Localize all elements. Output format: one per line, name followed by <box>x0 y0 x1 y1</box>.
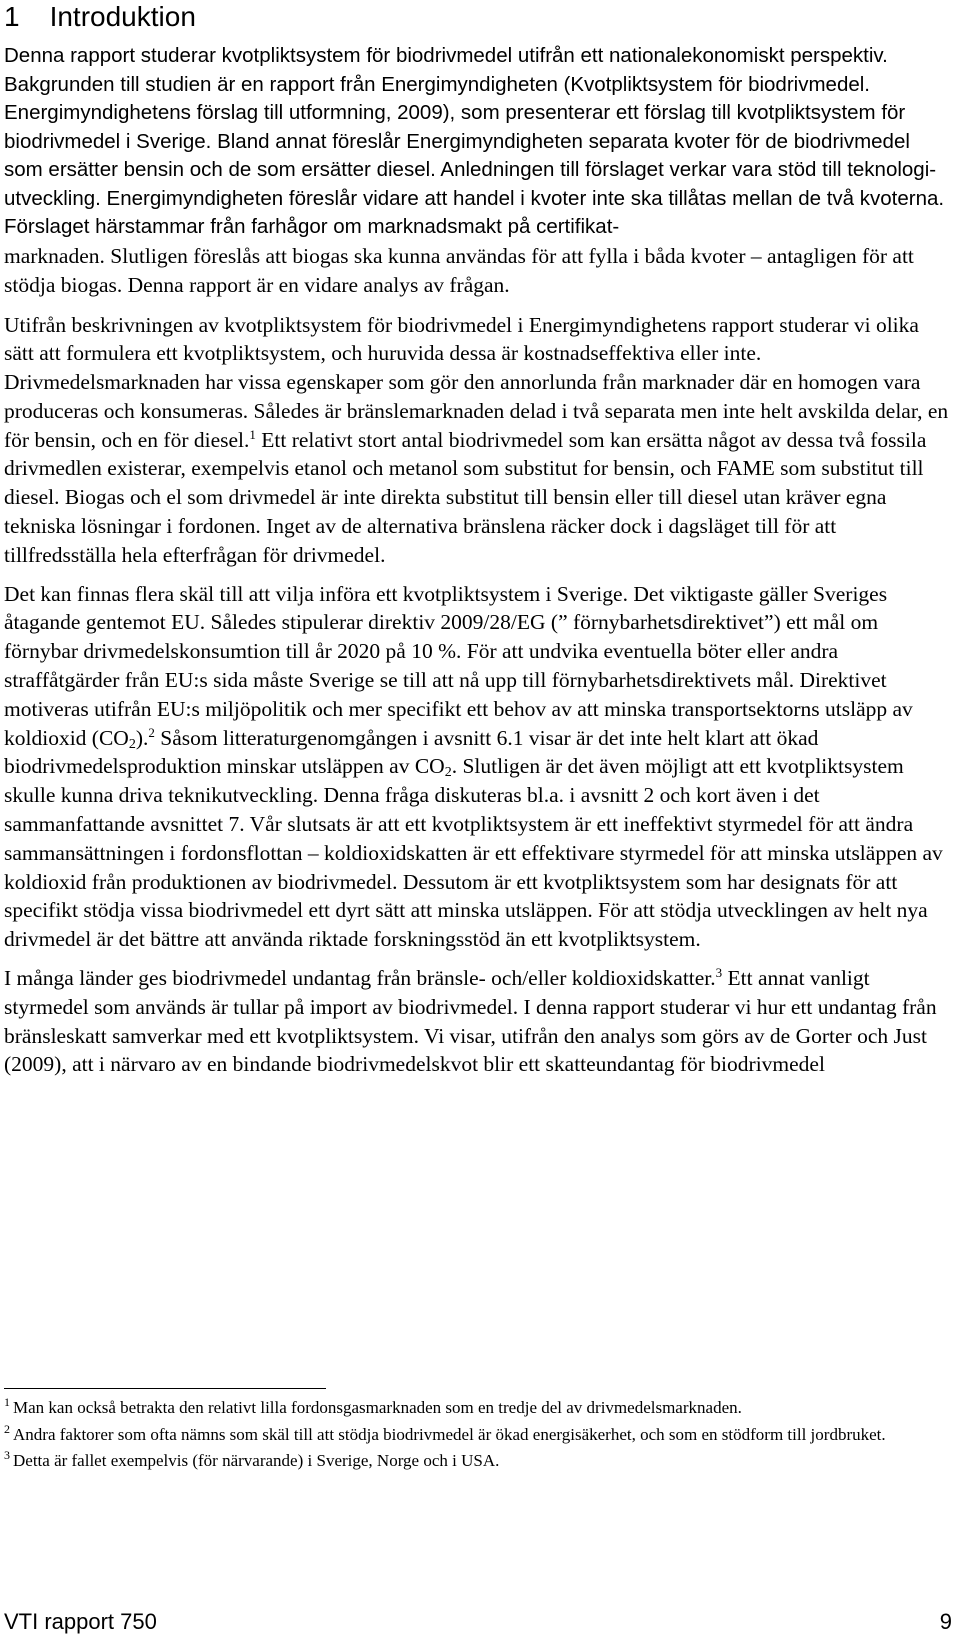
footnote-number: 2 <box>4 1421 10 1436</box>
footnote-3 <box>4 1448 952 1472</box>
paragraph-1 <box>4 42 952 301</box>
footnote-number: 3 <box>4 1448 10 1462</box>
section-number: 1 <box>4 1 20 32</box>
footnotes <box>4 1395 952 1478</box>
paragraph-4 <box>4 964 952 1079</box>
footnote-divider <box>4 1388 326 1389</box>
paragraph-3-part-a: Det kan finnas flera skäl till att vilja införa ett kvotpliktsystem i Sverige. Det viktigaste gäller Sveriges åtagande gentemot EU. Således stipulerar direktiv 2009/28/EG (” förnybarhetsdirektivet”) ett mål om förnybar drivmedelskonsumtion till år 2020 på 10 %. För att undvika eventuella böter eller andra straffåtgärder från EU:s sida måste Sverige se till att nå upp till förnybarhetsdirektivets mål. Direktivet motiveras utifrån EU:s miljöpolitik och mer specifikt ett behov av att minska transportsektorns utsläpp av koldioxid (CO <box>4 581 913 750</box>
paragraph-2-part-b: Ett relativt stort antal biodrivmedel som kan ersätta något av dessa två fossila drivmedlen existerar, exempelvis etanol och metanol som substitut for bensin, och FAME som substitut till diesel. Biogas och el som drivmedel är inte direkta substitut till bensin eller till diesel utan kräver egna tekniska lösningar i fordonen. Inget av de alternativa bränslena räcker dock i dagsläget till för att tillfredsställa hela efterfrågan för drivmedel. <box>4 427 927 567</box>
paragraph-1-part-c: marknaden. Slutligen föreslås att biogas ska kunna användas för att fylla i båda kvoter – antagligen för att stödja biogas. Denna rapport är en vidare analys av frågan. <box>4 243 914 297</box>
report-name: VTI rapport 750 <box>4 1609 157 1634</box>
footnote-text: Detta är fallet exempelvis (för närvarande) i Sverige, Norge och i USA. <box>13 1451 500 1470</box>
paragraph-4-part-b: Ett annat vanligt styrmedel som används är tullar på import av biodrivmedel. I denna rapport studerar vi hur ett undantag från bränsleskatt samverkar med ett kvotpliktsystem. Vi visar, utifrån den analys som görs av de Gorter och Just (2009), att i närvaro av en bindande biodrivmedelskvot blir ett skatteundantag för biodrivmedel <box>4 966 937 1077</box>
paragraph-4-part-a: I många länder ges biodrivmedel undantag från bränsle- och/eller koldioxidskatter. <box>4 966 716 991</box>
co2-subscript: 2 <box>444 765 452 781</box>
footnote-1 <box>4 1395 952 1419</box>
footnote-ref-3[interactable]: 3 <box>715 965 723 981</box>
footnote-text: Andra faktorer som ofta nämns som skäl till att stödja biodrivmedel är ökad energisäkerhet, och som en stödform till jordbruket. <box>13 1424 886 1444</box>
footnote-ref-1[interactable]: 1 <box>249 426 256 442</box>
paragraph-3-part-b: ). <box>135 725 149 750</box>
section-title: Introduktion <box>49 1 196 32</box>
footnote-2 <box>4 1421 952 1446</box>
footnote-number: 1 <box>4 1395 10 1409</box>
paragraph-2-part-a: Utifrån beskrivningen av kvotpliktsystem för biodrivmedel i Energimyndighetens rapport studerar vi olika sätt att formulera ett kvotpliktsystem, och huruvida dessa är kostnadseffektiva eller inte. Drivmedelsmarknaden har vissa egenskaper som gör den annorlunda från marknader där en homogen vara produceras och konsumeras. Således är bränslemarknaden delad i två separata men inte helt avskilda delar, en för bensin, och en för diesel. <box>4 312 949 452</box>
body-text <box>4 42 952 1089</box>
co2-subscript: 2 <box>128 736 136 752</box>
page-number: 9 <box>939 1609 952 1634</box>
footnote-text: Man kan också betrakta den relativt lilla fordonsgasmarknaden som en tredje del av drivmedelsmarknaden. <box>13 1398 742 1417</box>
paragraph-2 <box>4 311 952 570</box>
footnote-ref-2[interactable]: 2 <box>148 724 155 740</box>
paragraph-3-part-d: . Slutligen är det även möjligt att ett kvotpliktsystem skulle kunna driva teknikutveckling. Denna fråga diskuteras bl.a. i avsnitt 2 och kort även i det sammanfattande avsnittet 7. Vår slutsats är att ett kvotpliktsystem är ett ineffektivt styrmedel för att ändra sammansättningen i fordonsflottan – koldioxidskatten är ett effektivare styrmedel för att minska utsläppen av koldioxid från produktionen av biodrivmedel. Dessutom är ett kvotpliktsystem som har designats för att specifikt stödja vissa biodrivmedel ett dyrt sätt att minska utsläppen. För att stödja utvecklingen av helt nya drivmedel är det bättre att använda riktade forskningsstöd än ett kvotpliktsystem. <box>4 754 943 952</box>
paragraph-1-part-b: utveckling. Energimyndigheten föreslår vidare att handel i kvoter inte ska tillåtas mellan de två kvoterna. Förslaget härstammar från farhågor om marknadsmakt på certifikat- <box>4 186 945 238</box>
section-heading <box>4 0 196 34</box>
paragraph-3-part-c: Såsom litteraturgenomgången i avsnitt 6.1 visar är det inte helt klart att ökad biodrivmedelsproduktion minskar utsläppen av CO <box>4 725 819 779</box>
paragraph-3 <box>4 580 952 954</box>
paragraph-1-part-a: Denna rapport studerar kvotpliktsystem för biodrivmedel utifrån ett nationalekonomiskt perspektiv. Bakgrunden till studien är en rapport från Energimyndigheten (Kvotpliktsystem för biodrivmedel. Energimyndighetens förslag till utformning, 2009), som presenterar ett förslag till kvotpliktsystem för biodrivmedel i Sverige. Bland annat föreslår Energimyndigheten separata kvoter för de biodrivmedel som ersätter bensin och de som ersätter diesel. Anledningen till förslaget verkar vara stöd till teknologi- <box>4 44 937 181</box>
